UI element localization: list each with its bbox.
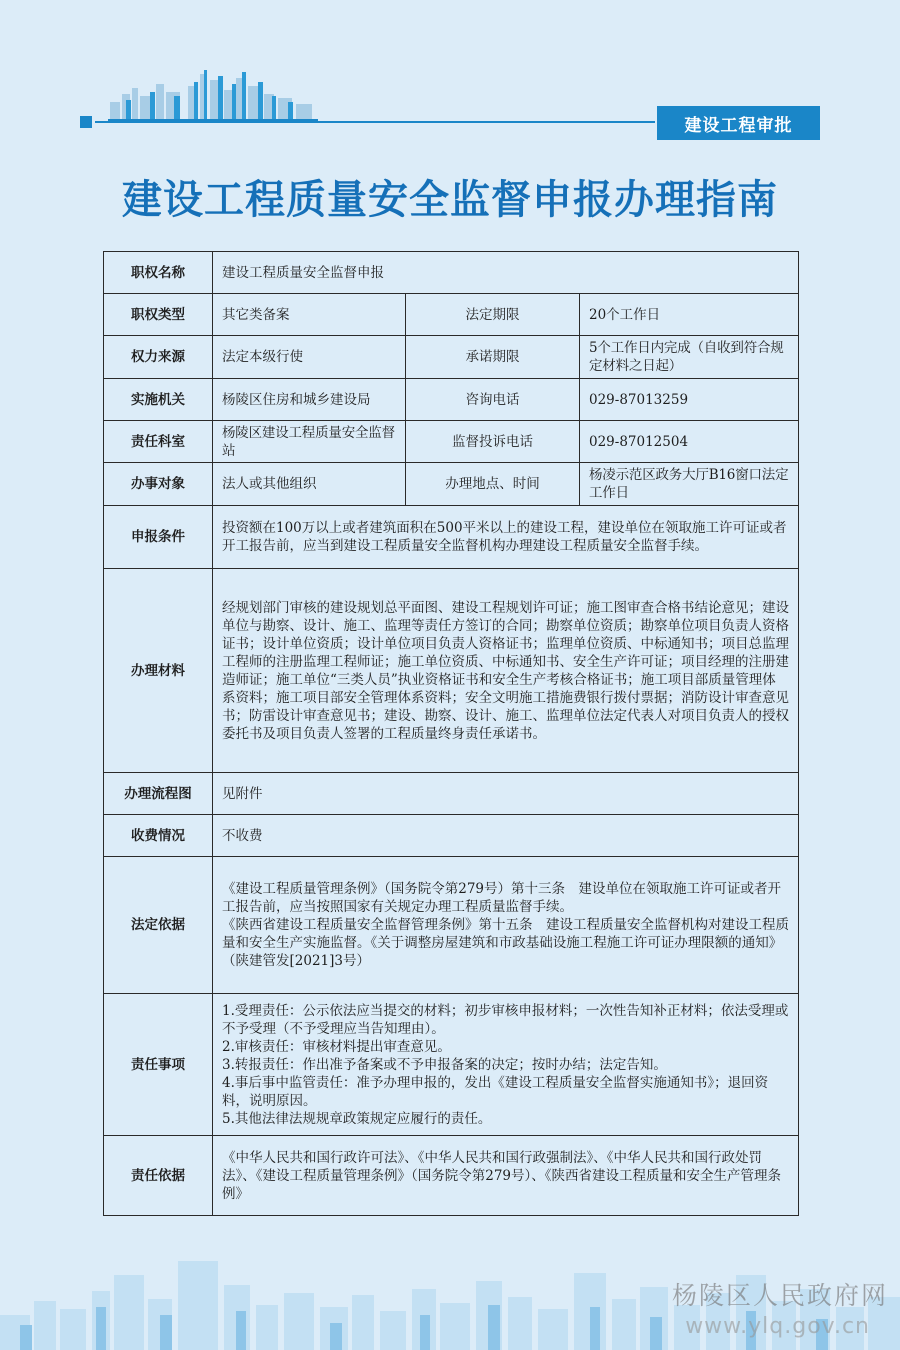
- duty-item: 5.其他法律法规规章政策规定应履行的责任。: [222, 1110, 492, 1127]
- legal-basis-line: 《建设工程质量管理条例》（国务院令第279号）第十三条 建设单位在领取施工许可证或者开工报告前，应当按照国家有关规定办理工程质量监督手续。: [222, 881, 782, 915]
- table-row: [104, 1136, 799, 1216]
- row-label-target: 办事对象: [104, 463, 213, 506]
- category-tab: 建设工程审批: [657, 106, 820, 140]
- watermark-site-url: www.ylq.gov.cn: [685, 1314, 870, 1339]
- table-row: [104, 252, 799, 294]
- skyline-top-illustration: [108, 66, 318, 122]
- row-label-conditions: 申报条件: [104, 506, 213, 569]
- table-row: [104, 506, 799, 569]
- promised-term-value: 5个工作日内完成（自收到符合规定材料之日起）: [580, 336, 799, 379]
- row-label-name: 职权名称: [104, 252, 213, 294]
- watermark-site-name: 杨陵区人民政府网: [671, 1281, 888, 1310]
- row-label-duties: 责任事项: [104, 994, 213, 1136]
- fees-value: 不收费: [213, 815, 799, 857]
- table-row: [104, 994, 799, 1136]
- duty-basis-value: 《中华人民共和国行政许可法》、《中华人民共和国行政强制法》、《中华人民共和国行政处罚法》、《建设工程质量管理条例》（国务院令第279号）、《陕西省建设工程质量和安全生产管理条例》: [213, 1136, 799, 1216]
- duty-item: 1.受理责任：公示依法应当提交的材料；初步审核申报材料；一次性告知补正材料；依法受理或不予受理（不予受理应当告知理由）。: [222, 1002, 789, 1037]
- row-label-legal-basis: 法定依据: [104, 857, 213, 994]
- table-row: [104, 463, 799, 506]
- conditions-value: 投资额在100万以上或者建筑面积在500平米以上的建设工程，建设单位在领取施工许可证或者开工报告前，应当到建设工程质量安全监督机构办理建设工程质量安全监督手续。: [213, 506, 799, 569]
- table-row: [104, 857, 799, 994]
- target-value: 法人或其他组织: [213, 463, 406, 506]
- row-label-fees: 收费情况: [104, 815, 213, 857]
- row-label-location: 办理地点、时间: [406, 463, 580, 506]
- power-name-value: 建设工程质量安全监督申报: [213, 252, 799, 294]
- power-source-value: 法定本级行使: [213, 336, 406, 379]
- row-label-office: 责任科室: [104, 421, 213, 463]
- office-value: 杨陵区建设工程质量安全监督站: [213, 421, 406, 463]
- table-row: [104, 421, 799, 463]
- power-type-value: 其它类备案: [213, 294, 406, 336]
- table-row: [104, 569, 799, 773]
- legal-basis-cell: [213, 857, 799, 994]
- row-label-materials: 办理材料: [104, 569, 213, 773]
- duty-item: 2.审核责任：审核材料提出审查意见。: [222, 1038, 451, 1055]
- row-label-agency: 实施机关: [104, 379, 213, 421]
- header-rule: [95, 121, 655, 123]
- table-row: [104, 294, 799, 336]
- flowchart-value: 见附件: [213, 773, 799, 815]
- location-value: 杨凌示范区政务大厅B16窗口法定工作日: [580, 463, 799, 506]
- agency-value: 杨陵区住房和城乡建设局: [213, 379, 406, 421]
- row-label-consult-phone: 咨询电话: [406, 379, 580, 421]
- duty-item: 3.转报责任：作出准予备案或不予申报备案的决定；按时办结；法定告知。: [222, 1056, 667, 1073]
- table-row: [104, 815, 799, 857]
- guide-table: [103, 251, 799, 1216]
- duty-item: 4.事后事中监管责任：准予办理申报的，发出《建设工程质量安全监督实施通知书》；退回资料，说明原因。: [222, 1074, 769, 1109]
- legal-basis-line: 《陕西省建设工程质量安全监督管理条例》第十五条 建设工程质量安全监督机构对建设工程质量和安全生产实施监督。《关于调整房屋建筑和市政基础设施工程施工许可证办理限额的通知》（陕建管发[2021]3号）: [222, 917, 789, 969]
- header-square-marker: [80, 116, 92, 128]
- materials-value: 经规划部门审核的建设规划总平面图、建设工程规划许可证；施工图审查合格书结论意见；建设单位与勘察、设计、施工、监理等责任方签订的合同；勘察单位资质；勘察单位项目负责人资格证书；设计单位资质；设计单位项目负责人资格证书；监理单位资质、中标通知书；项目总监理工程师的注册监理工程师证；施工单位资质、中标通知书、安全生产许可证；项目经理的注册建造师证；施工单位“三类人员”执业资格证书和安全生产考核合格证书；施工项目部质量管理体系资料；施工项目部安全管理体系资料；安全文明施工措施费银行拨付票据；消防设计审查意见书；防雷设计审查意见书；建设、勘察、设计、施工、监理单位法定代表人对项目负责人的授权委托书及项目负责人签署的工程质量终身责任承诺书。: [213, 569, 799, 773]
- table-row: [104, 336, 799, 379]
- row-label-promised-term: 承诺期限: [406, 336, 580, 379]
- row-label-duty-basis: 责任依据: [104, 1136, 213, 1216]
- row-label-source: 权力来源: [104, 336, 213, 379]
- table-row: [104, 773, 799, 815]
- row-label-type: 职权类型: [104, 294, 213, 336]
- page-title: 建设工程质量安全监督申报办理指南: [122, 177, 778, 223]
- row-label-flowchart: 办理流程图: [104, 773, 213, 815]
- duties-cell: [213, 994, 799, 1136]
- consult-phone-value: 029-87013259: [580, 379, 799, 421]
- table-row: [104, 379, 799, 421]
- row-label-complaint-phone: 监督投诉电话: [406, 421, 580, 463]
- complaint-phone-value: 029-87012504: [580, 421, 799, 463]
- legal-term-value: 20个工作日: [580, 294, 799, 336]
- row-label-legal-term: 法定期限: [406, 294, 580, 336]
